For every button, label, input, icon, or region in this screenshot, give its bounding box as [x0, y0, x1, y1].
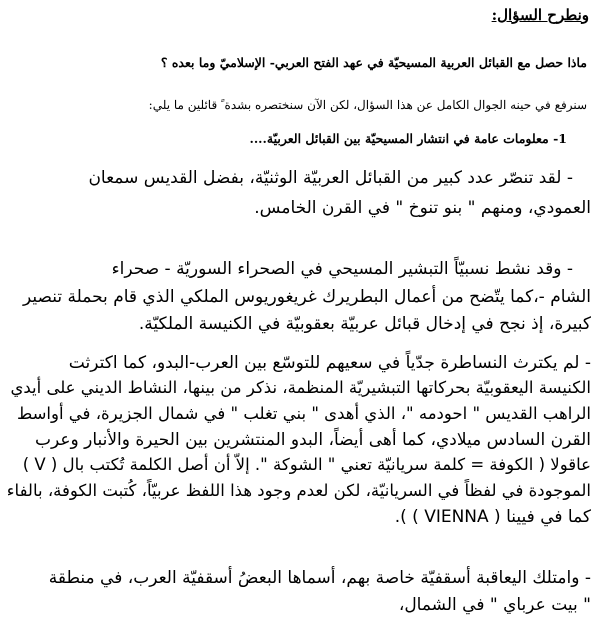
- paragraph-2-line-2: الشام -،كما يتّضح من أعمال البطريرك غريغوريوس الملكي الذي قام بحملة تنصير: [23, 287, 591, 307]
- paragraph-3-line-3: الراهب القديس " احودمه "، الذي أهدى " بني تغلب " في شمال الجزيرة، في أواسط: [16, 404, 591, 423]
- paragraph-3-line-5: عاقولا ( الكوفة = كلمة سريانيّة تعني " الشوكة ". إلاّ أن أصل الكلمة تُكتب بال ( V ): [22, 455, 591, 474]
- document-heading: ونطرح السؤال:: [491, 6, 589, 24]
- paragraph-2-line-3: كبيرة، إذ نجح في إدخال قبائل عربيّة بعقوبيّة في الكنيسة الملكيّة.: [138, 314, 591, 334]
- paragraph-3-line-2: الكنيسة اليعقوبيّة بحركاتها التبشيريّة المنظمة، نذكر من بينها، النشاط الديني على أيدي: [10, 378, 591, 397]
- paragraph-1-line-1: - لقد تنصّر عدد كبير من القبائل العربيّة الوثنيّة، بفضل القديس سمعان: [88, 168, 573, 188]
- paragraph-3-line-1: - لم يكترث النساطرة جدّياً في سعيهم للتوسّع بين العرب-البدو، كما اكترثت: [68, 353, 591, 373]
- section-title: 1- معلومات عامة في انتشار المسيحيّة بين القبائل العربيّة....: [249, 131, 567, 146]
- paragraph-1-line-2: العمودي، ومنهم " بنو تنوخ " في القرن الخامس.: [254, 198, 591, 218]
- paragraph-4-line-1: - وامتلك اليعاقبة أسقفيّة خاصة بهم، أسماها البعضُ أسقفيّة العرب، في منطقة: [48, 568, 591, 588]
- question-line: ماذا حصل مع القبائل العربية المسيحيّة في عهد الفتح العربي- الإسلاميّ وما بعده ؟: [160, 55, 587, 70]
- intro-line: سنرفع في حينه الجوال الكامل عن هذا السؤال، لكن الآن سنختصره بشدة ً قائلين ما يلي:: [148, 98, 587, 112]
- paragraph-4-line-2: " بيت عرباي " في الشمال،: [398, 595, 591, 615]
- paragraph-3-line-6: الموجودة في لفظاً في السريانيّة، لكن لعدم وجود هذا اللفظ عربيّاً، كُتبت الكوفة، بالفاء: [6, 481, 591, 500]
- paragraph-2-line-1: - وقد نشط نسبيّاً التبشير المسيحي في الصحراء السوريّة - صحراء: [111, 259, 573, 279]
- paragraph-3-line-4: القرن السادس ميلادي، كما أهى أيضاً، البدو المنتشرين بين الحيرة والأنبار وعرب: [34, 430, 591, 450]
- paragraph-3-line-7: كما في فيينا ( VIENNA ) ).: [394, 507, 591, 527]
